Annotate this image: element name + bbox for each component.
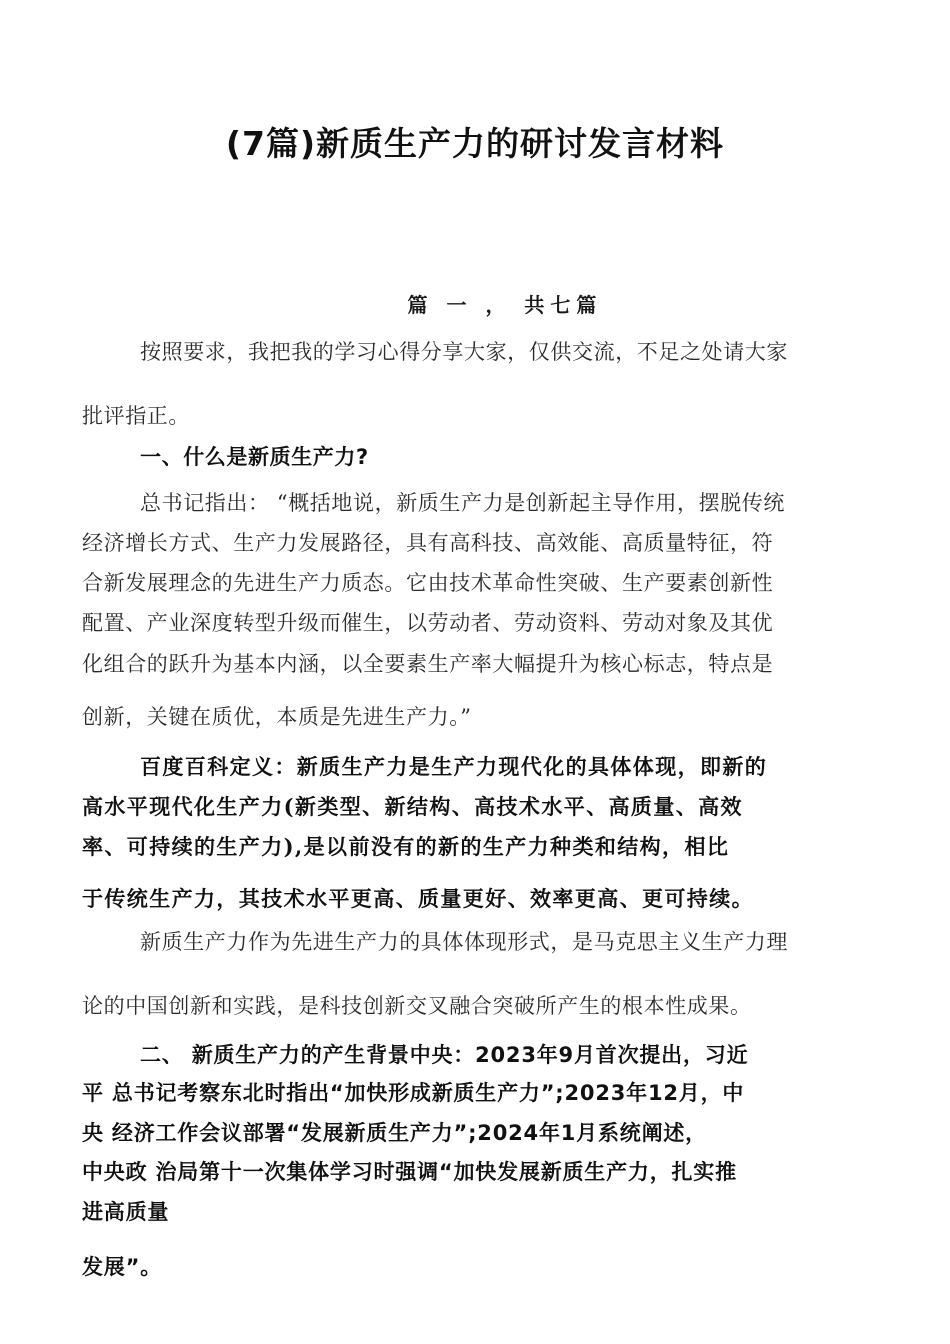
paragraph-line: 创新，关键在质优，本质是先进生产力。” xyxy=(82,705,472,729)
definition-line: 高水平现代化生产力(新类型、新结构、高技术水平、高质量、高效 xyxy=(82,794,743,819)
paragraph-line: 新质生产力作为先进生产力的具体体现形式，是马克思主义生产力理 xyxy=(140,930,788,954)
section-heading: 一、什么是新质生产力? xyxy=(140,445,369,469)
paragraph-line: 论的中国创新和实践，是科技创新交叉融合突破所产生的根本性成果。 xyxy=(82,994,752,1018)
section2-line: 发展”。 xyxy=(82,1255,163,1279)
section2-line: 平 总书记考察东北时指出“加快形成新质生产力”;2023年12月，中 xyxy=(82,1081,745,1105)
paragraph-line: 总书记指出： “概括地说，新质生产力是创新起主导作用，摆脱传统 xyxy=(140,491,786,515)
definition-line: 率、可持续的生产力),是以前没有的新的生产力种类和结构，相比 xyxy=(82,834,730,859)
paragraph-line: 经济增长方式、生产力发展路径，具有高科技、高效能、高质量特征，符 xyxy=(82,531,774,555)
section2-line: 中央政 治局第十一次集体学习时强调“加快发展新质生产力，扎实推 xyxy=(82,1160,737,1184)
section2-line: 二、 新质生产力的产生背景中央：2023年9月首次提出，习近 xyxy=(140,1043,749,1067)
paragraph-line: 合新发展理念的先进生产力质态。它由技术革命性突破、生产要素创新性 xyxy=(82,571,774,595)
intro-line: 按照要求，我把我的学习心得分享大家，仅供交流，不足之处请大家 xyxy=(140,340,788,364)
paragraph-line: 化组合的跃升为基本内涵，以全要素生产率大幅提升为核心标志，特点是 xyxy=(82,652,774,676)
definition-line: 百度百科定义：新质生产力是生产力现代化的具体体现，即新的 xyxy=(140,754,768,779)
definition-line: 于传统生产力，其技术水平更高、质量更好、效率更高、更可持续。 xyxy=(82,886,754,911)
section2-line: 央 经济工作会议部署“发展新质生产力”;2024年1月系统阐述， xyxy=(82,1121,707,1145)
paragraph-line: 配置、产业深度转型升级而催生，以劳动者、劳动资料、劳动对象及其优 xyxy=(82,611,774,635)
intro-line: 批评指正。 xyxy=(82,404,190,428)
chapter-heading: 篇 一 ， 共七篇 xyxy=(407,293,603,317)
section2-line: 进高质量 xyxy=(82,1200,170,1224)
document-title: (7篇)新质生产力的研讨发言材料 xyxy=(225,124,725,163)
